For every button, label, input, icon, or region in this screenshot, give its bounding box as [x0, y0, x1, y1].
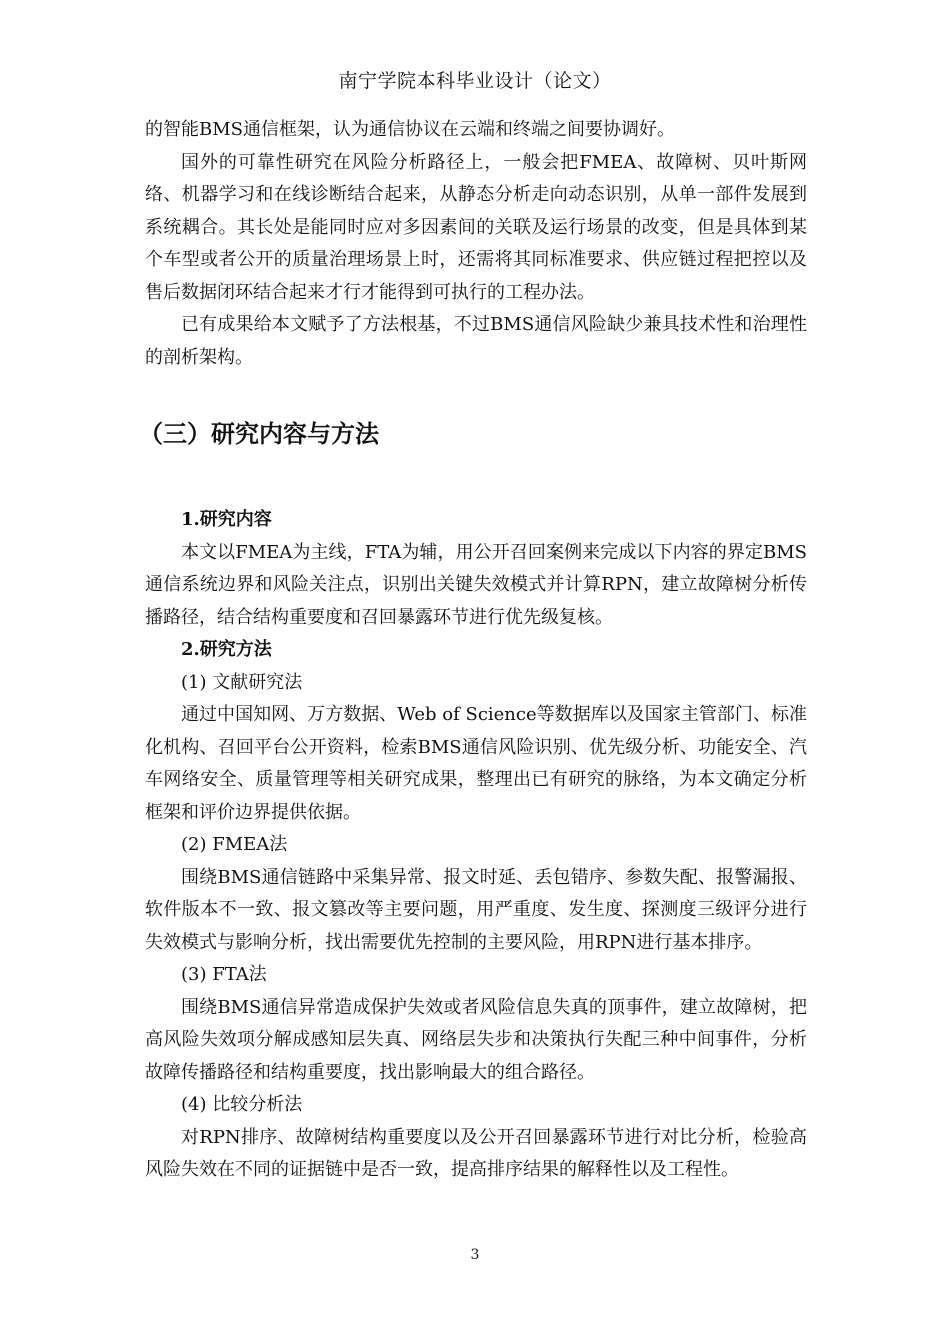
subsection-title-content: 1.研究内容 [181, 509, 272, 530]
paragraph-foreign-research: 国外的可靠性研究在风险分析路径上，一般会把FMEA、故障树、贝叶斯网络、机器学习和在线诊断结合起来，从静态分析走向动态识别，从单一部件发展到系统耦合。其长处是能同时应对多因素间的关联及运行场景的改变，但是具体到某个车型或者公开的质量治理场景上时，还需将其同标准要求、供应链过程把控以及售后数据闭环结合起来才行才能得到可执行的工程办法。 [145, 151, 807, 303]
page-body [139, 114, 807, 1187]
paragraph-research-content: 本文以FMEA为主线，FTA为辅，用公开召回案例来完成以下内容的界定BMS通信系统边界和风险关注点，识别出关键失效模式并计算RPN，建立故障树分析传播路径，结合结构重要度和召回暴露环节进行优先级复核。 [145, 541, 807, 628]
method-label-literature: (1) 文献研究法 [181, 671, 303, 693]
method-text-literature: 通过中国知网、万方数据、Web of Science等数据库以及国家主管部门、标准化机构、召回平台公开资料，检索BMS通信风险识别、优先级分析、功能安全、汽车网络安全、质量管理等相关研究成果，整理出已有研究的脉络，为本文确定分析框架和评价边界提供依据。 [145, 704, 807, 823]
method-text-fta: 围绕BMS通信异常造成保护失效或者风险信息失真的顶事件，建立故障树，把高风险失效项分解成感知层失真、网络层失步和决策执行失配三种中间事件，分析故障传播路径和结构重要度，找出影响最大的组合路径。 [145, 996, 807, 1083]
page-header: 南宁学院本科毕业设计（论文） [338, 70, 612, 92]
method-text-comparison: 对RPN排序、故障树结构重要度以及公开召回暴露环节进行对比分析，检验高风险失效在不同的证据链中是否一致，提高排序结果的解释性以及工程性。 [145, 1126, 807, 1180]
subsection-title-methods: 2.研究方法 [181, 639, 272, 660]
method-text-fmea: 围绕BMS通信链路中采集异常、报文时延、丢包错序、参数失配、报警漏报、软件版本不一致、报文篡改等主要问题，用严重度、发生度、探测度三级评分进行失效模式与影响分析，找出需要优先控制的主要风险，用RPN进行基本排序。 [145, 866, 807, 953]
section-title: （三）研究内容与方法 [139, 419, 379, 448]
method-label-fta: (3) FTA法 [181, 964, 267, 985]
method-label-comparison: (4) 比较分析法 [181, 1094, 303, 1115]
page-number: 3 [470, 1247, 480, 1263]
paragraph-summary: 已有成果给本文赋予了方法根基，不过BMS通信风险缺少兼具技术性和治理性的剖析架构。 [145, 314, 807, 368]
paragraph-continuation: 的智能BMS通信框架，认为通信协议在云端和终端之间要协调好。 [145, 119, 675, 140]
method-label-fmea: (2) FMEA法 [181, 834, 288, 855]
